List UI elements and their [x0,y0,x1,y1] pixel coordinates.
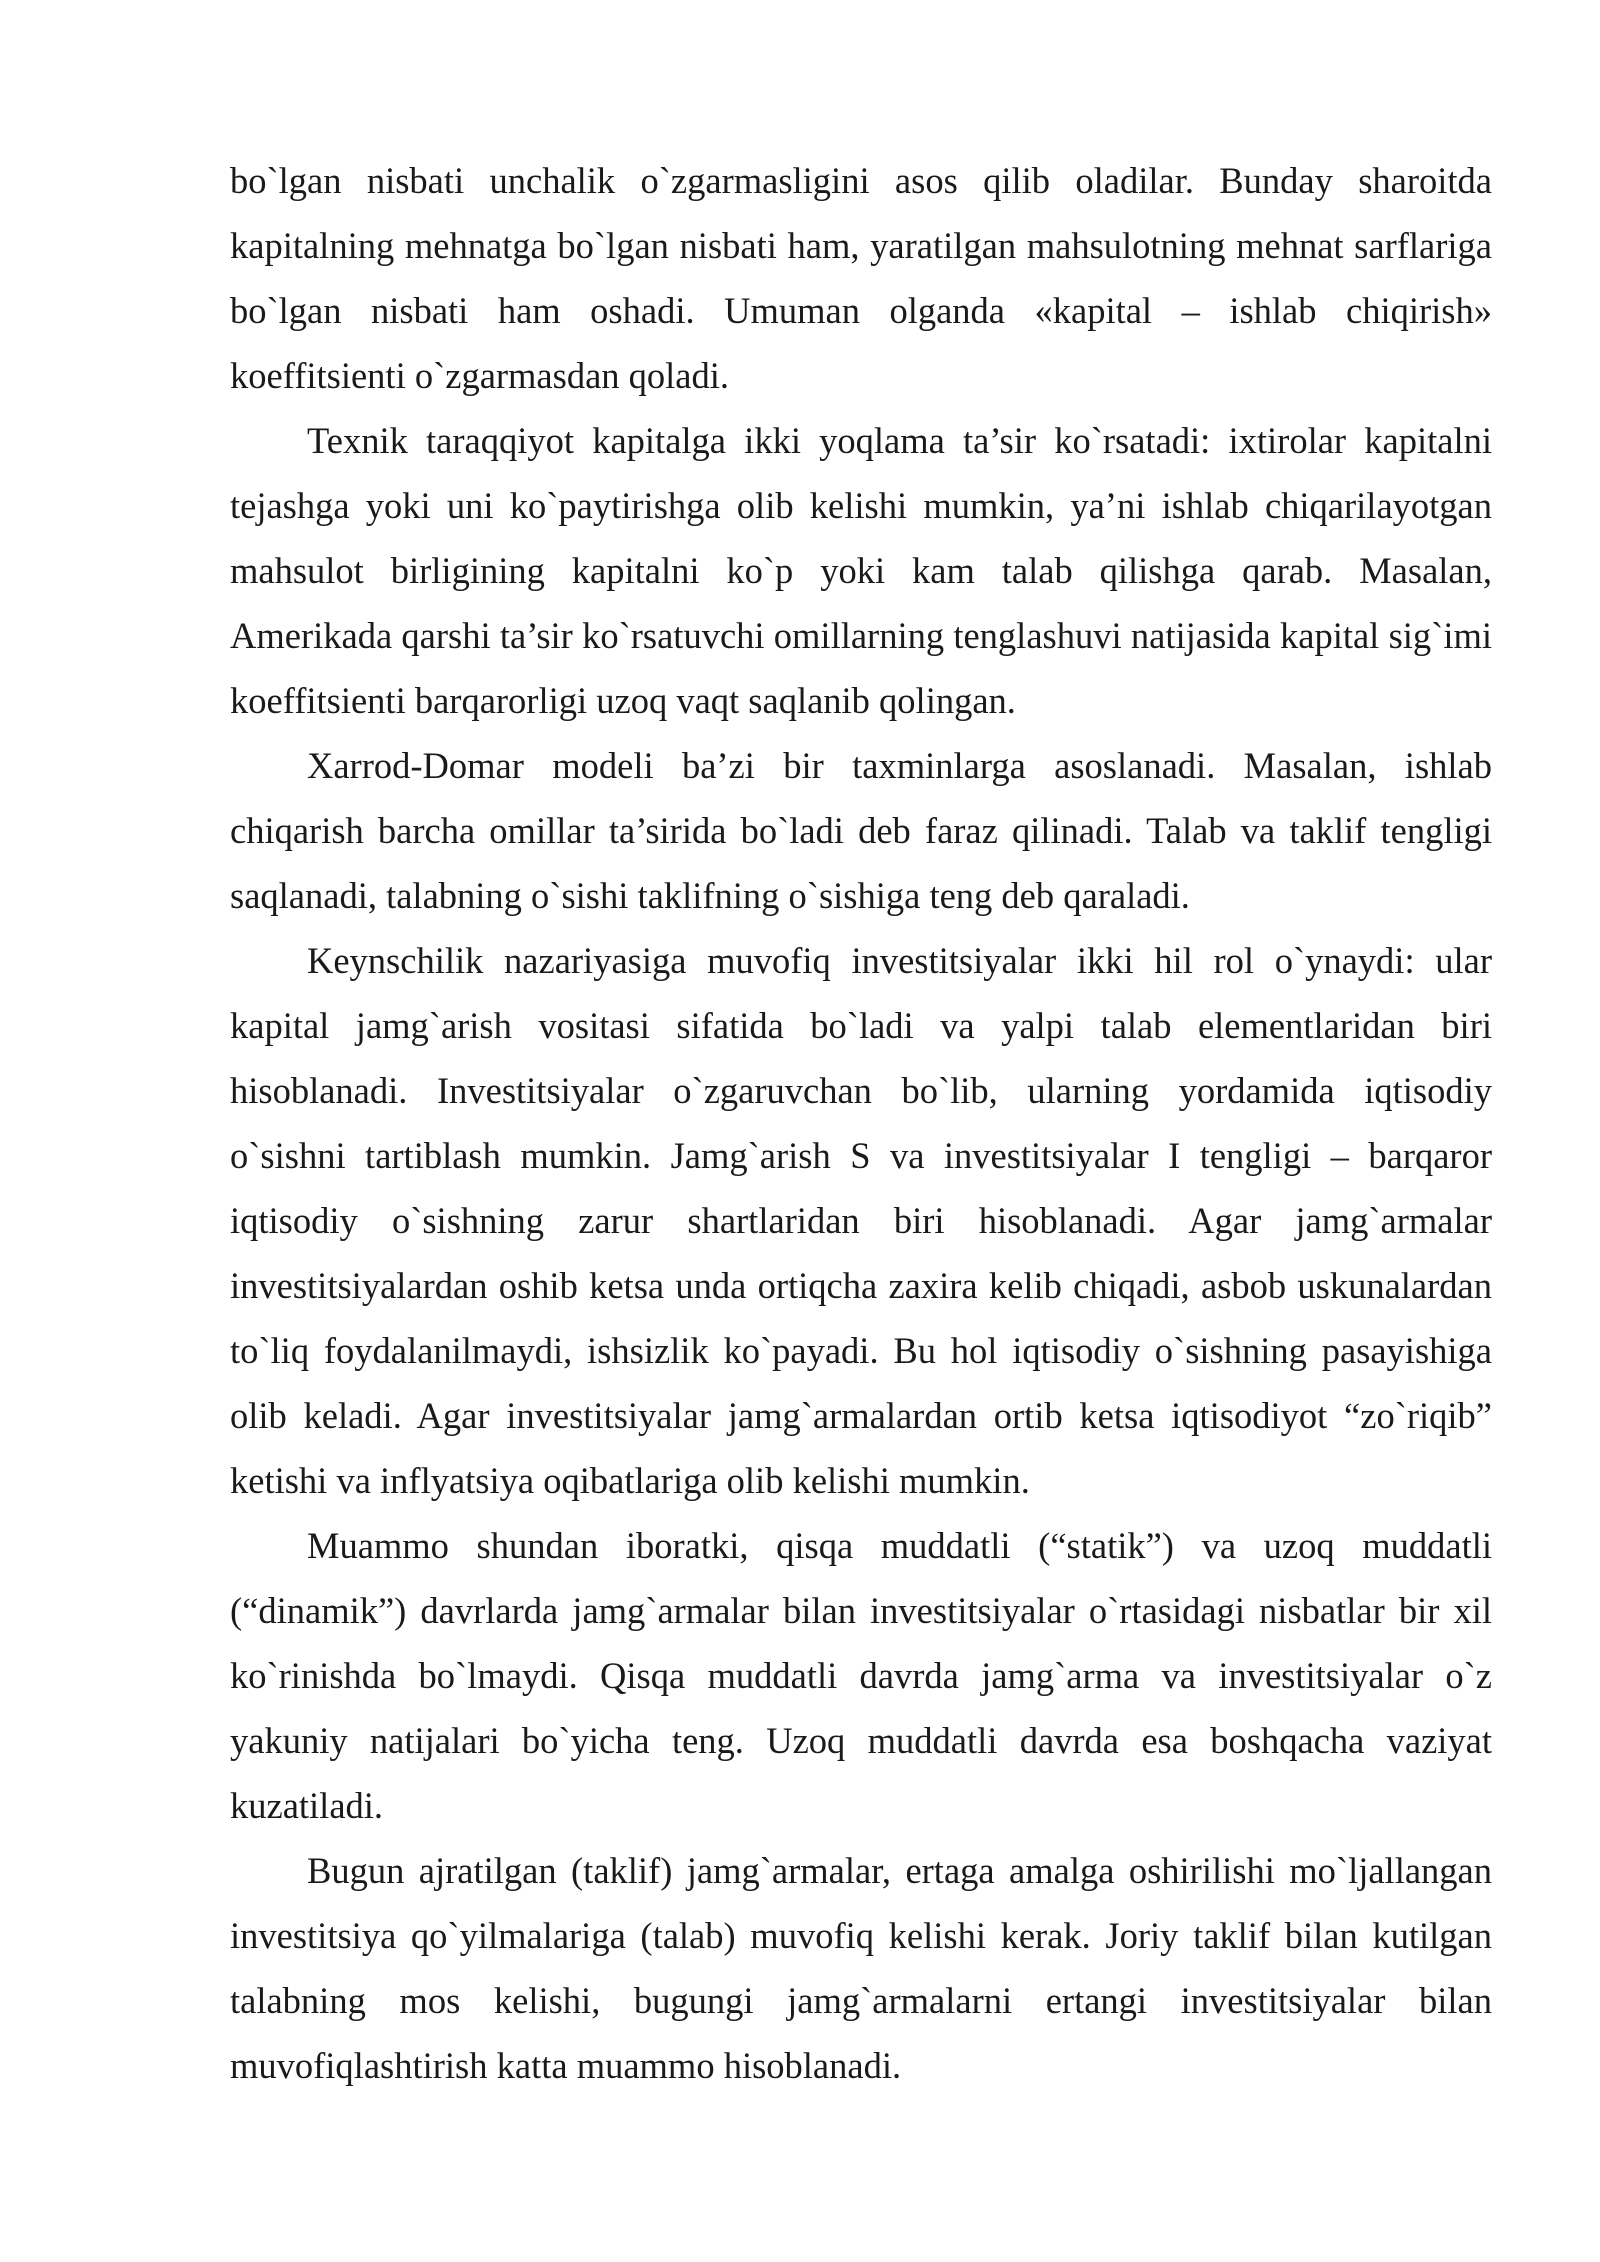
paragraph-5: Muammo shundan iboratki, qisqa muddatli (“statik”) va uzoq muddatli (“dinamik”) davrlarda jamg`armalar bilan investitsiyalar o`rtasidagi nisbatlar bir xil ko`rinishda bo`lmaydi. Qisqa muddatli davrda jamg`arma va investitsiyalar o`z yakuniy natijalari bo`yicha teng. Uzoq muddatli davrda esa boshqacha vaziyat kuzatiladi. [230,1525,1492,1826]
paragraph-2: Texnik taraqqiyot kapitalga ikki yoqlama ta’sir ko`rsatadi: ixtirolar kapitalni tejashga yoki uni ko`paytirishga olib kelishi mumkin, ya’ni ishlab chiqarilayotgan mahsulot birligining kapitalni ko`p yoki kam talab qilishga qarab. Masalan, Amerikada qarshi ta’sir ko`rsatuvchi omillarning tenglashuvi natijasida kapital sig`imi koeffitsienti barqarorligi uzoq vaqt saqlanib qolingan. [230,420,1492,721]
paragraph-3: Xarrod-Domar modeli ba’zi bir taxminlarga asoslanadi. Masalan, ishlab chiqarish barcha omillar ta’sirida bo`ladi deb faraz qilinadi. Talab va taklif tengligi saqlanadi, talabning o`sishi taklifning o`sishiga teng deb qaraladi. [230,745,1492,916]
paragraph-1: bo`lgan nisbati unchalik o`zgarmasligini asos qilib oladilar. Bunday sharoitda kapitalning mehnatga bo`lgan nisbati ham, yaratilgan mahsulotning mehnat sarflariga bo`lgan nisbati ham oshadi. Umuman olganda «kapital – ishlab chiqirish» koeffitsienti o`zgarmasdan qoladi. [230,160,1492,396]
paragraph-6: Bugun ajratilgan (taklif) jamg`armalar, ertaga amalga oshirilishi mo`ljallangan investitsiya qo`yilmalariga (talab) muvofiq kelishi kerak. Joriy taklif bilan kutilgan talabning mos kelishi, bugungi jamg`armalarni ertangi investitsiyalar bilan muvofiqlashtirish katta muammo hisoblanadi. [230,1850,1492,2086]
document-page [230,148,1492,2098]
paragraph-4: Keynschilik nazariyasiga muvofiq investitsiyalar ikki hil rol o`ynaydi: ular kapital jamg`arish vositasi sifatida bo`ladi va yalpi talab elementlaridan biri hisoblanadi. Investitsiyalar o`zgaruvchan bo`lib, ularning yordamida iqtisodiy o`sishni tartiblash mumkin. Jamg`arish S va investitsiyalar I tengligi – barqaror iqtisodiy o`sishning zarur shartlaridan biri hisoblanadi. Agar jamg`armalar investitsiyalardan oshib ketsa unda ortiqcha zaxira kelib chiqadi, asbob uskunalardan to`liq foydalanilmaydi, ishsizlik ko`payadi. Bu hol iqtisodiy o`sishning pasayishiga olib keladi. Agar investitsiyalar jamg`armalardan ortib ketsa iqtisodiyot “zo`riqib” ketishi va inflyatsiya oqibatlariga olib kelishi mumkin. [230,940,1492,1501]
